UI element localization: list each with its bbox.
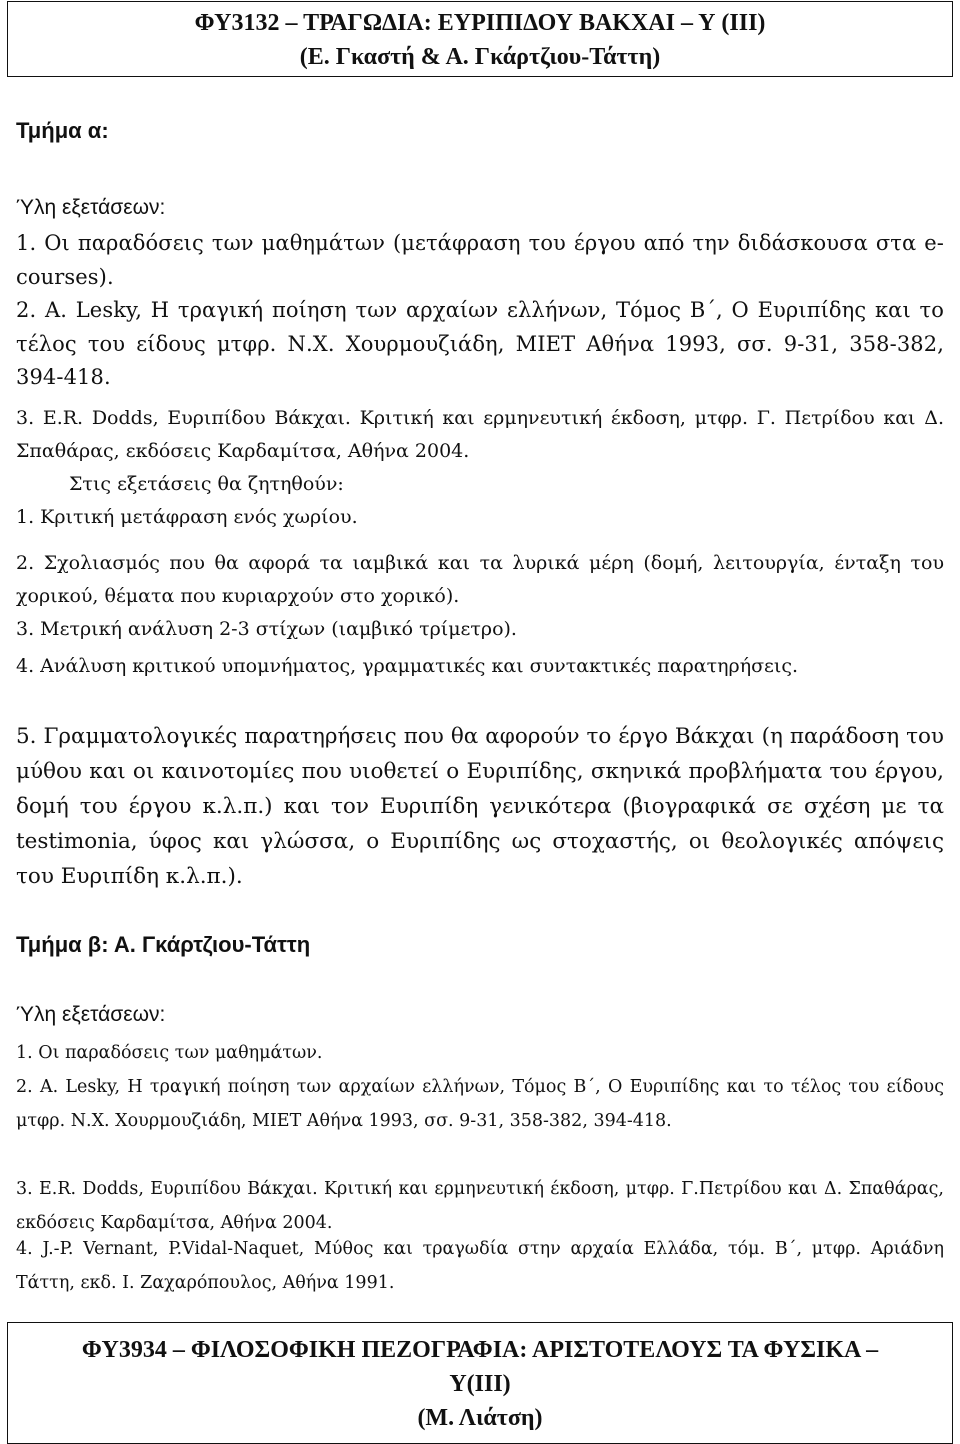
section-b-exam-heading: Ύλη εξετάσεων: [16, 1003, 166, 1026]
question-2: 2. Σχολιασμός που θα αφορά τα ιαμβικά και τα λυρικά μέρη (δομή, λειτουργία, ένταξη του χορικού, θέματα που κυριαρχούν στο χορικό). [16, 552, 944, 607]
course-title: ΦΥ3132 – ΤΡΑΓΩΔΙΑ: ΕΥΡΙΠΙΔΟΥ ΒΑΚΧΑΙ – Υ (ΙΙΙ) [194, 10, 766, 36]
next-course-instructor: (Μ. Λιάτση) [417, 1405, 543, 1431]
next-course-title: ΦΥ3934 – ΦΙΛΟΣΟΦΙΚΗ ΠΕΖΟΓΡΑΦΙΑ: ΑΡΙΣΤΟΤΕΛΟΥΣ ΤΑ ΦΥΣΙΚΑ – [81, 1337, 879, 1363]
question-3: 3. Μετρική ανάλυση 2-3 στίχων (ιαμβικό τρίμετρο). [16, 618, 517, 640]
question-4: 4. Ανάλυση κριτικού υπομνήματος, γραμματικές και συντακτικές παρατηρήσεις. [16, 655, 799, 677]
course-instructors: (Ε. Γκαστή & Α. Γκάρτζιου-Τάττη) [299, 44, 661, 70]
section-b-item-4: 4. J.-P. Vernant, P.Vidal-Naquet, Μύθος και τραγωδία στην αρχαία Ελλάδα, τόμ. Β΄, μτφρ. Αριάδνη Τάττη, εκδ. Ι. Ζαχαρόπουλος, Αθήνα 1991. [16, 1239, 944, 1293]
questions-intro: Στις εξετάσεις θα ζητηθούν: [69, 473, 344, 495]
section-a-item-2: 2. A. Lesky, Η τραγική ποίηση των αρχαίων ελλήνων, Τόμος Β΄, Ο Ευριπίδης και το τέλος του είδους μτφρ. Ν.Χ. Χουρμουζιάδη, ΜΙΕΤ Αθήνα 1993, σσ. 9-31, 358-382, 394-418. [16, 298, 944, 389]
section-a-item-3: 3. E.R. Dodds, Ευριπίδου Βάκχαι. Κριτική και ερμηνευτική έκδοση, μτφρ. Γ. Πετρίδου και Δ. Σπαθάρας, εκδόσεις Καρδαμίτσα, Αθήνα 2004. [16, 407, 944, 462]
section-a-exam-heading: Ύλη εξετάσεων: [16, 196, 166, 219]
section-b-item-2: 2. A. Lesky, Η τραγική ποίηση των αρχαίων ελλήνων, Τόμος Β΄, Ο Ευριπίδης και το τέλος του είδους μτφρ. Ν.Χ. Χουρμουζιάδη, ΜΙΕΤ Αθήνα 1993, σσ. 9-31, 358-382, 394-418. [16, 1077, 944, 1131]
question-5: 5. Γραμματολογικές παρατηρήσεις που θα αφορούν το έργο Βάκχαι (η παράδοση του μύθου και οι καινοτομίες που υιοθετεί ο Ευριπίδης, σκηνικά προβλήματα του έργου, δομή του έργου κ.λ.π.) και τον Ευριπίδη γενικότερα (βιογραφικά σε σχέση με τα testimonia, ύφος και γλώσσα, ο Ευριπίδης ως στοχαστής, οι θεολογικές απόψεις του Ευριπίδη κ.λ.π.). [16, 724, 944, 889]
section-b-title: Τμήμα β: Α. Γκάρτζιου-Τάττη [16, 932, 311, 957]
section-b-item-3: 3. E.R. Dodds, Ευριπίδου Βάκχαι. Κριτική και ερμηνευτική έκδοση, μτφρ. Γ.Πετρίδου και Δ. Σπαθάρας, εκδόσεις Καρδαμίτσα, Αθήνα 2004. [16, 1179, 944, 1233]
section-a-item-1: 1. Οι παραδόσεις των μαθημάτων (μετάφραση του έργου από την διδάσκουσα στα e-courses). [16, 231, 944, 289]
section-b-item-1: 1. Οι παραδόσεις των μαθημάτων. [16, 1043, 323, 1063]
section-a-title: Τμήμα α: [16, 118, 109, 143]
next-course-level: Υ(ΙΙΙ) [449, 1371, 511, 1397]
course-header-box [7, 1, 953, 77]
next-course-header-box [7, 1322, 953, 1444]
question-1: 1. Κριτική μετάφραση ενός χωρίου. [16, 506, 358, 528]
